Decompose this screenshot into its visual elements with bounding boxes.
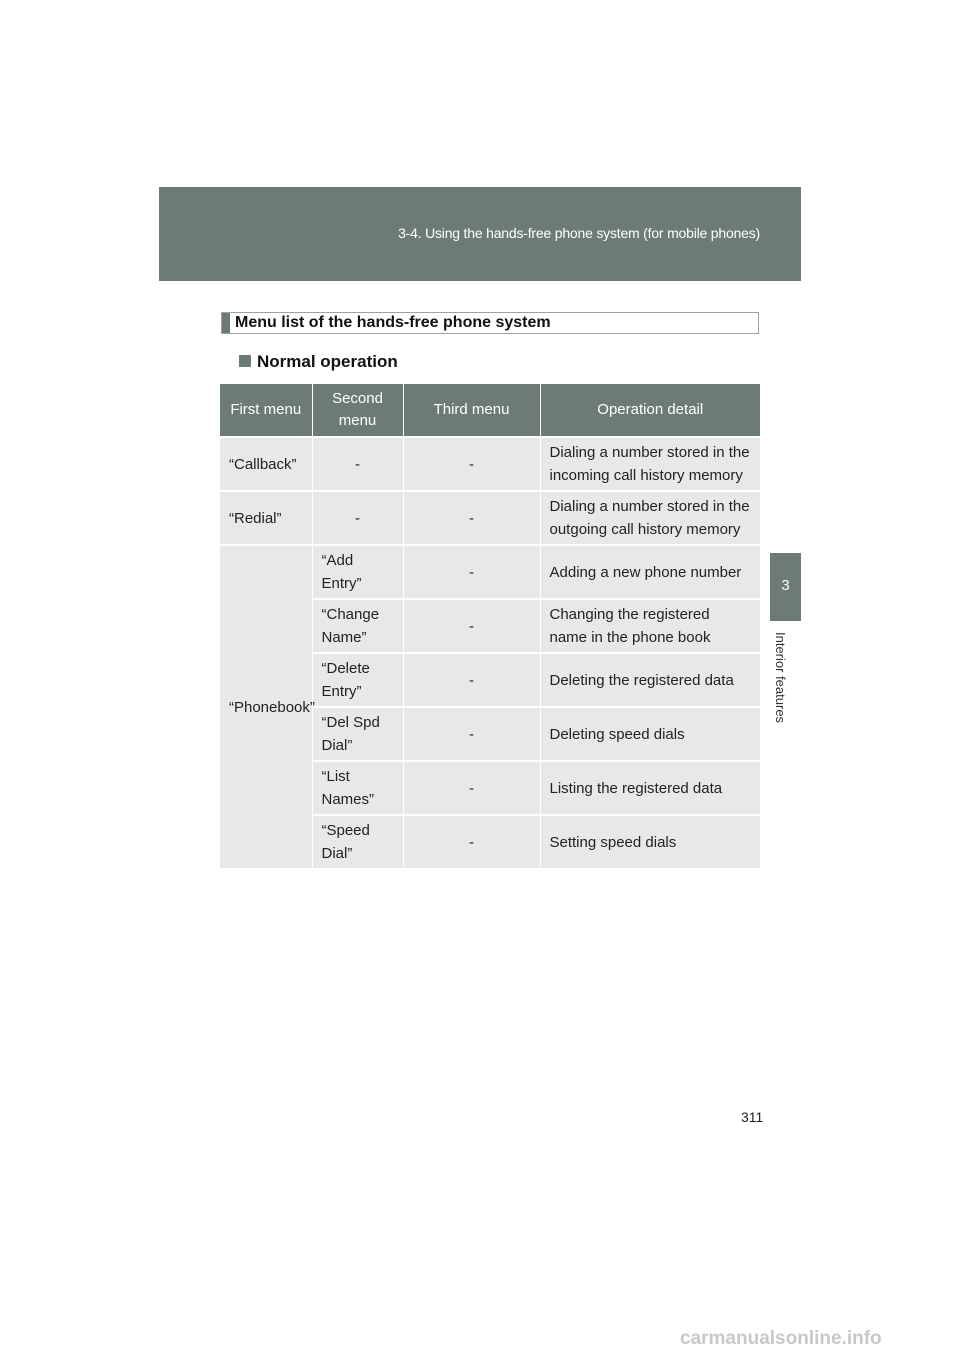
header-second-line2: menu — [338, 412, 377, 429]
third-menu-cell: - — [403, 437, 540, 491]
first-menu-cell: “Redial” — [220, 491, 312, 545]
chapter-title: 3-4. Using the hands-free phone system (for mobile phones) — [398, 225, 760, 241]
second-menu-cell: - — [312, 437, 403, 491]
section-title: Menu list of the hands-free phone system — [235, 314, 551, 331]
page-number: 311 — [741, 1109, 764, 1125]
third-menu-cell: - — [403, 761, 540, 815]
operation-detail-cell: Adding a new phone number — [540, 545, 760, 599]
second-menu-cell: “Del Spd Dial” — [312, 707, 403, 761]
table-header-row — [220, 384, 760, 437]
menu-table — [220, 384, 760, 868]
third-menu-cell: - — [403, 815, 540, 868]
header-band — [159, 187, 801, 281]
operation-detail-cell: Dialing a number stored in the outgoing call history memory — [540, 491, 760, 545]
operation-detail-cell: Deleting the registered data — [540, 653, 760, 707]
third-menu-cell: - — [403, 653, 540, 707]
header-second-line1: Second — [332, 390, 383, 407]
operation-detail-cell: Dialing a number stored in the incoming call history memory — [540, 437, 760, 491]
watermark: carmanualsonline.info — [680, 1328, 882, 1349]
second-menu-cell: “Delete Entry” — [312, 653, 403, 707]
header-third-menu: Third menu — [403, 384, 540, 437]
subheading-text: Normal operation — [257, 352, 398, 371]
table-row — [220, 491, 760, 545]
third-menu-cell: - — [403, 707, 540, 761]
table-row — [220, 545, 760, 599]
chapter-number: 3 — [781, 577, 790, 594]
third-menu-cell: - — [403, 599, 540, 653]
third-menu-cell: - — [403, 491, 540, 545]
operation-detail-cell: Changing the registered name in the phone book — [540, 599, 760, 653]
square-bullet-icon — [239, 355, 251, 367]
second-menu-cell: “Speed Dial” — [312, 815, 403, 868]
second-menu-cell: “List Names” — [312, 761, 403, 815]
section-accent-bar — [222, 313, 230, 333]
second-menu-cell: - — [312, 491, 403, 545]
table-row — [220, 437, 760, 491]
operation-detail-cell: Setting speed dials — [540, 815, 760, 868]
first-menu-cell-phonebook: “Phonebook” — [220, 545, 312, 868]
chapter-side-label: Interior features — [773, 632, 788, 724]
second-menu-cell: “Change Name” — [312, 599, 403, 653]
first-menu-cell: “Callback” — [220, 437, 312, 491]
operation-detail-cell: Listing the registered data — [540, 761, 760, 815]
operation-detail-cell: Deleting speed dials — [540, 707, 760, 761]
chapter-tab — [770, 553, 801, 621]
section-title-bar — [221, 312, 759, 334]
subheading — [239, 352, 398, 372]
third-menu-cell: - — [403, 545, 540, 599]
header-operation-detail: Operation detail — [540, 384, 760, 437]
second-menu-cell: “Add Entry” — [312, 545, 403, 599]
header-first-menu: First menu — [220, 384, 312, 437]
header-second-menu — [312, 384, 403, 437]
